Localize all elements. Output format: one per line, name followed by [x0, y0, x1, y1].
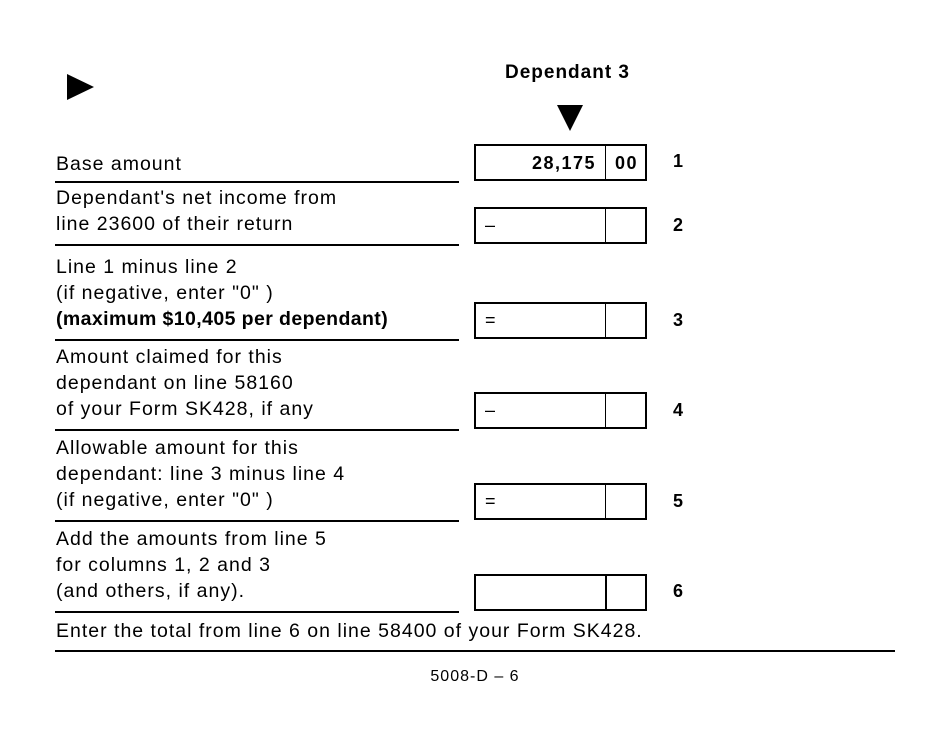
line-2-number: 2	[673, 215, 684, 235]
line-1-rule	[55, 181, 459, 183]
footer-instruction: Enter the total from line 6 on line 58400 of your Form SK428.	[56, 620, 643, 642]
line-6-rule	[55, 611, 459, 613]
cents-divider	[605, 483, 606, 520]
page-number: 5008-D – 6	[430, 668, 520, 685]
cents-divider	[605, 302, 606, 339]
equals-sign: =	[485, 491, 496, 511]
start-arrow-icon	[67, 74, 94, 100]
footer-rule	[55, 650, 895, 652]
line-2-amount-field[interactable]	[474, 207, 647, 244]
line-6-label: Add the amounts from line 5 for columns 1, 2 and 3 (and others, if any).	[56, 528, 327, 602]
line-1-cents: 00	[614, 153, 639, 173]
line-1-amount-field[interactable]	[474, 144, 647, 181]
line-5-rule	[55, 520, 459, 522]
line-5-number: 5	[673, 491, 684, 511]
line-5-amount-field[interactable]	[474, 483, 647, 520]
line-2-label: Dependant's net income from line 23600 of their return	[56, 187, 338, 235]
line-3-amount-field[interactable]	[474, 302, 647, 339]
line-1-dollars: 28,175	[531, 153, 596, 173]
line-2-rule	[55, 244, 459, 246]
line-4-amount-field[interactable]	[474, 392, 647, 429]
column-title: Dependant 3	[504, 62, 631, 83]
line-3-label: Line 1 minus line 2 (if negative, enter "0" ) (maximum $10,405 per dependant)	[56, 256, 389, 330]
cents-divider	[605, 207, 606, 244]
minus-sign: –	[485, 400, 496, 420]
cents-divider	[605, 574, 607, 611]
line-4-number: 4	[673, 400, 684, 420]
line-1-label: Base amount	[56, 153, 182, 175]
line-1-number: 1	[673, 151, 684, 171]
equals-sign: =	[485, 310, 496, 330]
cents-divider	[605, 392, 606, 429]
line-3-number: 3	[673, 310, 684, 330]
line-6-amount-field[interactable]	[474, 574, 647, 611]
minus-sign: –	[485, 215, 496, 235]
column-down-arrow-icon	[557, 105, 583, 131]
line-5-label: Allowable amount for this dependant: line 3 minus line 4 (if negative, enter "0" )	[56, 437, 346, 511]
line-4-rule	[55, 429, 459, 431]
line-3-rule	[55, 339, 459, 341]
line-6-number: 6	[673, 581, 684, 601]
line-4-label: Amount claimed for this dependant on line 58160 of your Form SK428, if any	[56, 346, 314, 420]
